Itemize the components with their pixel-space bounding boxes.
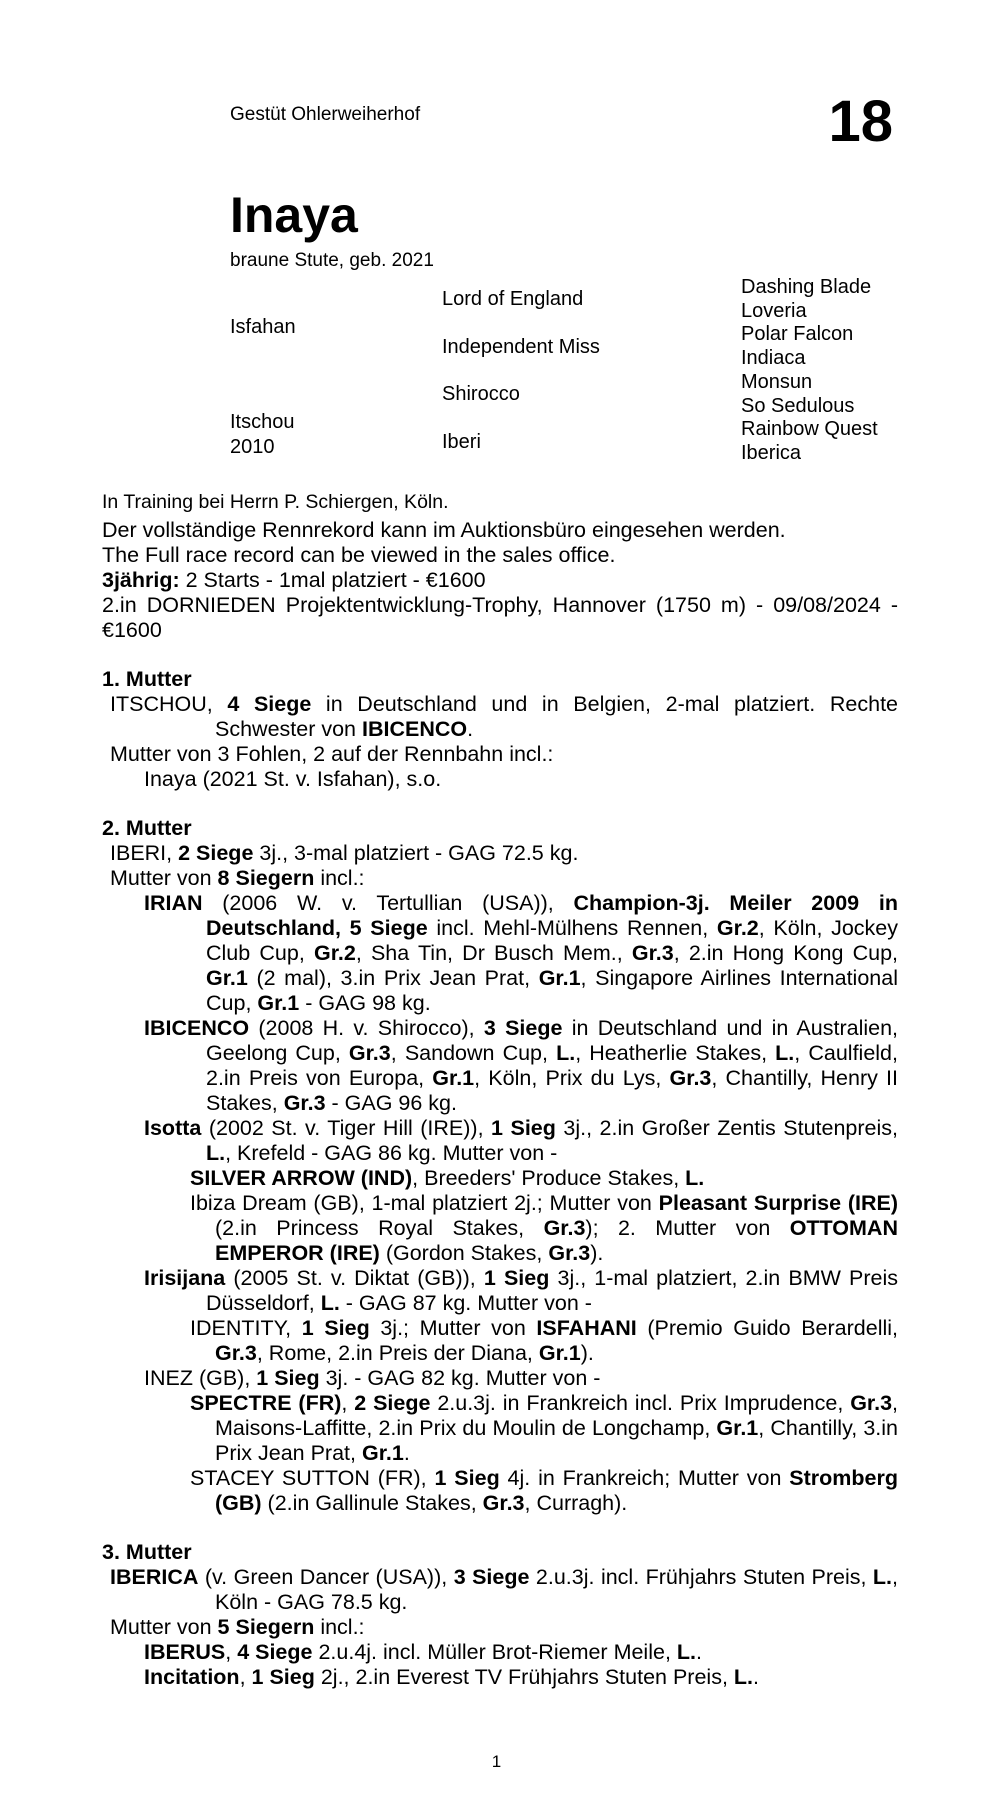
pedigree-gen3: Monsun — [741, 371, 813, 393]
training-note: In Training bei Herrn P. Schiergen, Köln. — [102, 491, 449, 513]
horse-description: braune Stute, geb. 2021 — [230, 250, 434, 271]
race-placing: 2.in DORNIEDEN Projektentwicklung-Trophy, Hannover (1750 m) - 09/08/2024 - €1600 — [102, 593, 898, 642]
first-dam-heading: 1. Mutter — [102, 667, 192, 691]
produce-spectre: SPECTRE (FR), 2 Siege 2.u.3j. in Frankreich incl. Prix Imprudence, Gr.3, Maisons-Laffitte, 2.in Prix du Moulin de Longchamp, Gr.1, Chantilly, 3.in Prix Jean Prat, Gr.1. — [190, 1391, 899, 1465]
produce-silver-arrow: SILVER ARROW (IND), Breeders' Produce Stakes, L. — [190, 1166, 705, 1190]
pedigree-gen3: Rainbow Quest — [741, 418, 878, 440]
produce-ibiza-dream: Ibiza Dream (GB), 1-mal platziert 2j.; Mutter von Pleasant Surprise (IRE) (2.in Princess Royal Stakes, Gr.3); 2. Mutter von OTTOMAN EMPEROR (IRE) (Gordon Stakes, Gr.3). — [190, 1191, 898, 1265]
produce-irian: IRIAN (2006 W. v. Tertullian (USA)), Champion-3j. Meiler 2009 in Deutschland, 5 Siege incl. Mehl-Mülhens Rennen, Gr.2, Köln, Jockey Club Cup, Gr.2, Sha Tin, Dr Busch Mem., Gr.3, 2.in Hong Kong Cup, Gr.1 (2 mal), 3.in Prix Jean Prat, Gr.1, Singapore Airlines International Cup, Gr.1 - GAG 98 kg. — [144, 891, 899, 1015]
race-summary: 3jährig: 2 Starts - 1mal platziert - €1600 — [102, 568, 486, 592]
pedigree-gen3: Dashing Blade — [741, 276, 872, 298]
breeder-name: Gestüt Ohlerweiherhof — [230, 104, 421, 125]
first-dam-foal: Inaya (2021 St. v. Isfahan), s.o. — [144, 767, 442, 791]
pedigree-sire-dam: Independent Miss — [442, 336, 600, 358]
produce-inez: INEZ (GB), 1 Sieg 3j. - GAG 82 kg. Mutter von - — [144, 1366, 601, 1390]
pedigree-gen3: Polar Falcon — [741, 323, 854, 345]
lot-number: 18 — [828, 89, 893, 154]
produce-stacey-sutton: STACEY SUTTON (FR), 1 Sieg 4j. in Frankreich; Mutter von Stromberg (GB) (2.in Gallinule Stakes, Gr.3, Curragh). — [190, 1466, 898, 1515]
produce-incitation: Incitation, 1 Sieg 2j., 2.in Everest TV Frühjahrs Stuten Preis, L.. — [144, 1665, 759, 1689]
produce-isotta: Isotta (2002 St. v. Tiger Hill (IRE)), 1 Sieg 3j., 2.in Großer Zentis Stutenpreis, L., Krefeld - GAG 86 kg. Mutter von - — [144, 1116, 898, 1165]
record-note-de: Der vollständige Rennrekord kann im Auktionsbüro eingesehen werden. — [102, 518, 786, 542]
pedigree-dam-sire: Shirocco — [442, 383, 520, 405]
produce-identity: IDENTITY, 1 Sieg 3j.; Mutter von ISFAHANI (Premio Guido Berardelli, Gr.3, Rome, 2.in Preis der Diana, Gr.1). — [190, 1316, 898, 1365]
first-dam-produce: Mutter von 3 Fohlen, 2 auf der Rennbahn incl.: — [110, 742, 554, 766]
third-dam-entry: IBERICA (v. Green Dancer (USA)), 3 Siege 2.u.3j. incl. Frühjahrs Stuten Preis, L., Köln - GAG 78.5 kg. — [110, 1565, 898, 1614]
pedigree-dam-year: 2010 — [230, 436, 275, 458]
produce-ibicenco: IBICENCO (2008 H. v. Shirocco), 3 Siege in Deutschland und in Australien, Geelong Cup, Gr.3, Sandown Cup, L., Heatherlie Stakes, L., Caulfield, 2.in Preis von Europa, Gr.1, Köln, Prix du Lys, Gr.3, Chantilly, Henry II Stakes, Gr.3 - GAG 96 kg. — [144, 1016, 899, 1115]
race-age-label: 3jährig: — [102, 568, 180, 592]
second-dam-heading: 2. Mutter — [102, 816, 192, 840]
first-dam-entry: ITSCHOU, 4 Siege in Deutschland und in Belgien, 2-mal platziert. Rechte Schwester von IBICENCO. — [110, 692, 898, 741]
pedigree-sire: Isfahan — [230, 316, 296, 338]
pedigree-dam: Itschou — [230, 411, 295, 433]
pedigree-gen3: Indiaca — [741, 347, 806, 369]
pedigree-sire-sire: Lord of England — [442, 288, 584, 310]
third-dam-heading: 3. Mutter — [102, 1540, 192, 1564]
pedigree-table — [0, 0, 993, 470]
produce-irisijana: Irisijana (2005 St. v. Diktat (GB)), 1 Sieg 3j., 1-mal platziert, 2.in BMW Preis Düsseldorf, L. - GAG 87 kg. Mutter von - — [144, 1266, 898, 1315]
pedigree-gen3: So Sedulous — [741, 395, 855, 417]
produce-iberus: IBERUS, 4 Siege 2.u.4j. incl. Müller Brot-Riemer Meile, L.. — [144, 1640, 702, 1664]
pedigree-gen3: Iberica — [741, 442, 802, 464]
pedigree-gen3: Loveria — [741, 300, 807, 322]
second-dam-produce: Mutter von 8 Siegern incl.: — [110, 866, 365, 890]
third-dam-produce: Mutter von 5 Siegern incl.: — [110, 1615, 365, 1639]
page-number: 1 — [491, 1752, 502, 1771]
pedigree-dam-dam: Iberi — [442, 431, 481, 453]
record-note-en: The Full race record can be viewed in the sales office. — [102, 543, 616, 567]
catalogue-body — [102, 490, 898, 1690]
second-dam-entry: IBERI, 2 Siege 3j., 3-mal platziert - GAG 72.5 kg. — [110, 841, 579, 865]
horse-name: Inaya — [230, 187, 358, 243]
